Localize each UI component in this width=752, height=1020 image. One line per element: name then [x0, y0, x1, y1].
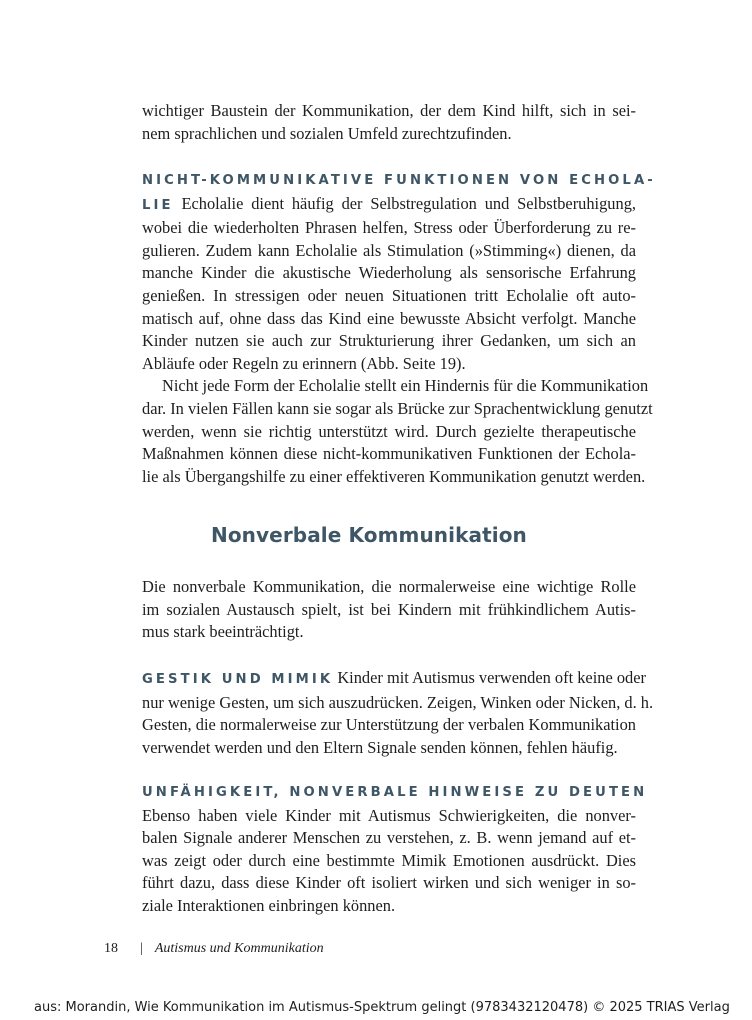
- nonverbal-intro-paragraph: [142, 576, 636, 644]
- text-line: lie als Übergangshilfe zu einer effektiveren Kommunikation genutzt werden.: [142, 466, 646, 486]
- section-heading: Nonverbale Kommunikation: [211, 523, 527, 547]
- section-nonkommunikativ: [142, 168, 656, 488]
- text-line: balen Signale anderer Menschen zu verstehen, z. B. wenn jemand auf et-: [142, 828, 636, 848]
- page-number: 18: [104, 941, 118, 956]
- text-line: wichtiger Baustein der Kommunikation, der dem Kind hilft, sich in sei-: [142, 101, 636, 120]
- section-label-line: [142, 168, 656, 193]
- text-line: Abläufe oder Regeln zu erinnern (Abb. Seite 19).: [142, 353, 466, 373]
- page-footer: [104, 941, 324, 957]
- section-label: NICHT-KOMMUNIKATIVE FUNKTIONEN VON ECHOLA-: [142, 173, 656, 188]
- text-fragment: Echolalie dient häufig der Selbstregulation und Selbstberuhigung,: [181, 193, 636, 213]
- text-line: Die nonverbale Kommunikation, die normalerweise eine wichtige Rolle: [142, 577, 636, 596]
- text-line: genießen. In stressigen oder neuen Situationen tritt Echolalie oft auto-: [142, 285, 636, 305]
- text-fragment: Kinder mit Autismus verwenden oft keine oder: [337, 668, 646, 687]
- text-line: Nicht jede Form der Echolalie stellt ein Hindernis für die Kommunikation: [162, 376, 649, 396]
- text-line: manche Kinder die akustische Wiederholung als sensorische Erfahrung: [142, 263, 636, 283]
- text-line: führt dazu, dass diese Kinder oft isoliert wirken und sich weniger in so-: [142, 873, 636, 893]
- text-line: Kinder nutzen sie auch zur Strukturierung ihrer Gedanken, um sich an: [142, 331, 636, 351]
- text-line: dar. In vielen Fällen kann sie sogar als Brücke zur Sprachentwicklung genutzt: [142, 398, 653, 418]
- text-line: [142, 667, 646, 692]
- source-credit: aus: Morandin, Wie Kommunikation im Autismus-Spektrum gelingt (9783432120478) © 2025 TRIAS Verlag: [34, 1000, 730, 1015]
- section-label: UNFÄHIGKEIT, NONVERBALE HINWEISE ZU DEUTEN: [142, 785, 648, 800]
- footer-separator: |: [140, 941, 143, 956]
- section-gestik-mimik: [142, 667, 654, 759]
- text-line: nur wenige Gesten, um sich auszudrücken. Zeigen, Winken oder Nicken, d. h.: [142, 692, 654, 712]
- text-line: wobei die wiederholten Phrasen helfen, Stress oder Überforderung zu re-: [142, 218, 636, 238]
- text-line: mus stark beeinträchtigt.: [142, 622, 304, 642]
- text-line: Gesten, die normalerweise zur Unterstützung der verbalen Kommunikation: [142, 715, 636, 735]
- running-title: Autismus und Kommunikation: [154, 941, 324, 956]
- text-line: was zeigt oder durch eine bestimmte Mimik Emotionen ausdrückt. Dies: [142, 850, 636, 870]
- section-unfaehigkeit: [142, 780, 648, 918]
- text-line: Ebenso haben viele Kinder mit Autismus Schwierigkeiten, die nonver-: [142, 805, 636, 825]
- text-line: im sozialen Austausch spielt, ist bei Kindern mit frühkindlichem Autis-: [142, 599, 636, 619]
- text-line: nem sprachlichen und sozialen Umfeld zurechtzufinden.: [142, 123, 512, 143]
- text-line: [142, 193, 636, 218]
- intro-paragraph: [142, 100, 636, 145]
- text-line: Maßnahmen können diese nicht-kommunikativen Funktionen der Echola-: [142, 444, 636, 464]
- section-label-continuation: LIE: [142, 197, 174, 213]
- text-line: gulieren. Zudem kann Echolalie als Stimulation (»Stimming«) dienen, da: [142, 240, 636, 260]
- section-label: GESTIK UND MIMIK: [142, 672, 334, 687]
- section-label-line: [142, 780, 648, 805]
- text-line: verwendet werden und den Eltern Signale senden können, fehlen häufig.: [142, 737, 618, 757]
- text-line: werden, wenn sie richtig unterstützt wird. Durch gezielte therapeutische: [142, 421, 636, 441]
- text-line: matisch auf, ohne dass das Kind eine bewusste Absicht verfolgt. Manche: [142, 308, 636, 328]
- text-line: ziale Interaktionen einbringen können.: [142, 895, 396, 915]
